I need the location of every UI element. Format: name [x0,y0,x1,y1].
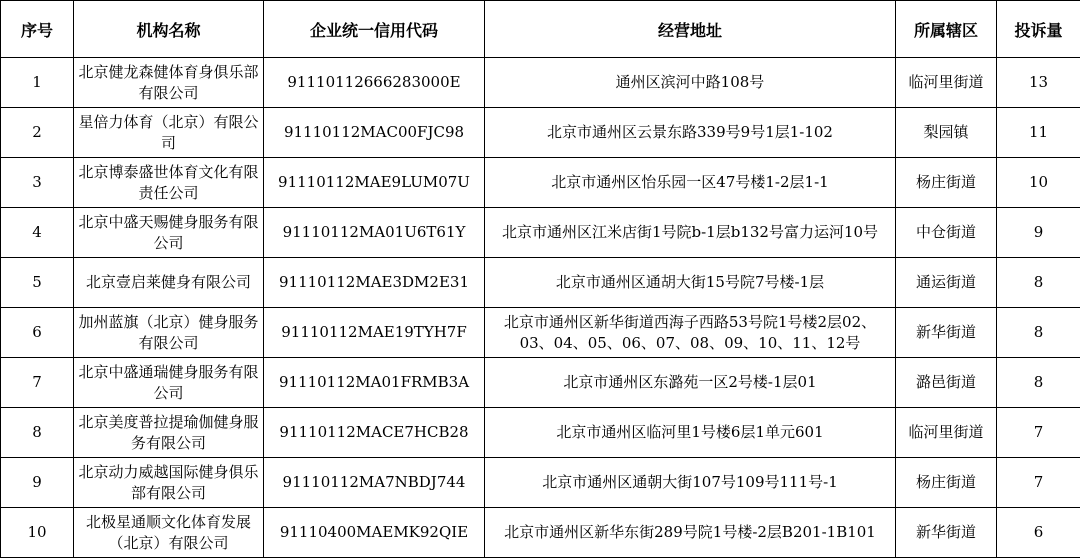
cell-district: 潞邑街道 [896,358,997,408]
cell-code: 91110112MAE19TYH7F [264,308,485,358]
cell-name: 北京中盛天赐健身服务有限公司 [74,208,264,258]
header-address: 经营地址 [485,1,896,58]
table-row [1,158,1080,208]
cell-count: 9 [997,208,1080,258]
table-row [1,458,1080,508]
cell-district: 通运街道 [896,258,997,308]
table-row [1,308,1080,358]
table-body [1,58,1080,558]
cell-seq: 10 [1,508,74,558]
cell-address: 北京市通州区怡乐园一区47号楼1-2层1-1 [485,158,896,208]
cell-name: 北京中盛通瑞健身服务有限公司 [74,358,264,408]
cell-seq: 8 [1,408,74,458]
cell-seq: 6 [1,308,74,358]
cell-seq: 1 [1,58,74,108]
cell-name: 北极星通顺文化体育发展（北京）有限公司 [74,508,264,558]
cell-seq: 2 [1,108,74,158]
cell-code: 91110112MA01FRMB3A [264,358,485,408]
cell-address: 北京市通州区江米店街1号院b-1层b132号富力运河10号 [485,208,896,258]
cell-name: 北京博泰盛世体育文化有限责任公司 [74,158,264,208]
cell-address: 北京市通州区东潞苑一区2号楼-1层01 [485,358,896,408]
cell-address: 北京市通州区新华街道西海子西路53号院1号楼2层02、03、04、05、06、07、08、09、10、11、12号 [485,308,896,358]
header-seq: 序号 [1,1,74,58]
cell-address: 北京市通州区通朝大街107号109号111号-1 [485,458,896,508]
cell-seq: 9 [1,458,74,508]
cell-name: 北京健龙森健体育身俱乐部有限公司 [74,58,264,108]
cell-name: 星倍力体育（北京）有限公司 [74,108,264,158]
cell-code: 91110112MA7NBDJ744 [264,458,485,508]
cell-seq: 4 [1,208,74,258]
cell-count: 11 [997,108,1080,158]
cell-count: 7 [997,408,1080,458]
cell-count: 6 [997,508,1080,558]
cell-name: 加州蓝旗（北京）健身服务有限公司 [74,308,264,358]
cell-district: 中仓街道 [896,208,997,258]
cell-code: 91110112MAE9LUM07U [264,158,485,208]
table-row [1,58,1080,108]
cell-code: 91110112MAC00FJC98 [264,108,485,158]
cell-count: 7 [997,458,1080,508]
header-row [1,1,1080,58]
table-row [1,408,1080,458]
cell-count: 8 [997,258,1080,308]
cell-code: 91110112MAE3DM2E31 [264,258,485,308]
cell-name: 北京动力威越国际健身俱乐部有限公司 [74,458,264,508]
cell-seq: 7 [1,358,74,408]
cell-count: 10 [997,158,1080,208]
header-code: 企业统一信用代码 [264,1,485,58]
cell-count: 13 [997,58,1080,108]
cell-name: 北京美度普拉提瑜伽健身服务有限公司 [74,408,264,458]
cell-code: 91110112666283000E [264,58,485,108]
table-row [1,208,1080,258]
cell-seq: 5 [1,258,74,308]
cell-district: 新华街道 [896,308,997,358]
header-district: 所属辖区 [896,1,997,58]
cell-district: 杨庄街道 [896,458,997,508]
cell-district: 杨庄街道 [896,158,997,208]
table-header [1,1,1080,58]
table-row [1,358,1080,408]
table-row [1,108,1080,158]
cell-address: 通州区滨河中路108号 [485,58,896,108]
cell-district: 临河里街道 [896,408,997,458]
cell-district: 新华街道 [896,508,997,558]
header-count: 投诉量 [997,1,1080,58]
cell-address: 北京市通州区临河里1号楼6层1单元601 [485,408,896,458]
cell-name: 北京壹启莱健身有限公司 [74,258,264,308]
cell-count: 8 [997,358,1080,408]
cell-code: 91110112MACE7HCB28 [264,408,485,458]
cell-district: 临河里街道 [896,58,997,108]
cell-seq: 3 [1,158,74,208]
cell-district: 梨园镇 [896,108,997,158]
table-row [1,258,1080,308]
header-name: 机构名称 [74,1,264,58]
cell-address: 北京市通州区通胡大街15号院7号楼-1层 [485,258,896,308]
cell-count: 8 [997,308,1080,358]
cell-code: 91110112MA01U6T61Y [264,208,485,258]
cell-address: 北京市通州区云景东路339号9号1层1-102 [485,108,896,158]
cell-address: 北京市通州区新华东街289号院1号楼-2层B201-1B101 [485,508,896,558]
table-row [1,508,1080,558]
cell-code: 91110400MAEMK92QIE [264,508,485,558]
